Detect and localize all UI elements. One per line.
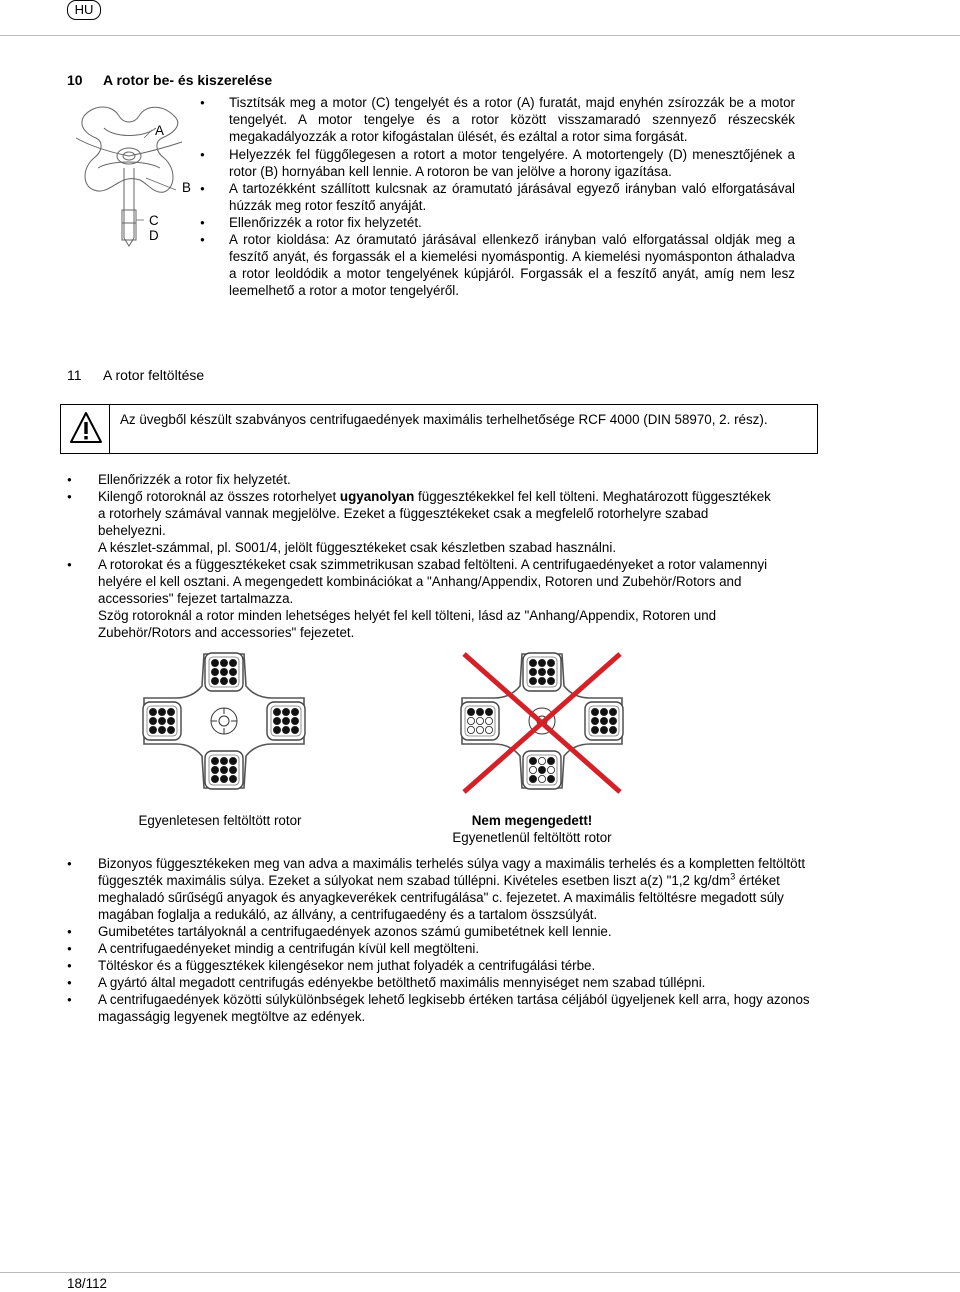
filled-tube-slot: [220, 659, 227, 666]
caption-not-allowed: Nem megengedett!: [471, 813, 593, 828]
section-10-heading: [67, 72, 272, 88]
filled-tube-slot: [273, 717, 280, 724]
filled-tube-slot: [547, 775, 554, 782]
filled-tube-slot: [273, 726, 280, 733]
filled-tube-slot: [211, 766, 218, 773]
filled-tube-slot: [547, 668, 554, 675]
list-item: [98, 855, 810, 923]
list-item: ● A gyártó által megadott centrifugás edényekbe betölthető maximális mennyiséget nem szabad túllépni.: [98, 974, 810, 991]
list-item-continuation: Szög rotoroknál a rotor minden lehetséges helyét fel kell tölteni, lásd az "Anhang/Appendix, Rotoren und Zubehör/Rotors and accessories" fejezetet.: [98, 608, 717, 640]
filled-tube-slot: [591, 717, 598, 724]
warning-divider: [109, 405, 110, 453]
filled-tube-slot: [591, 726, 598, 733]
filled-tube-slot: [282, 717, 289, 724]
figure-label-c: C: [149, 213, 159, 228]
unevenly-loaded-rotor-diagram: [452, 646, 632, 796]
figure-label-a: A: [155, 123, 164, 138]
warning-triangle-icon: [69, 411, 103, 445]
section-10-title: A rotor be- és kiszerelése: [103, 72, 273, 88]
filled-tube-slot: [291, 708, 298, 715]
list-item: [98, 488, 778, 556]
filled-tube-slot: [538, 659, 545, 666]
filled-tube-slot: [220, 757, 227, 764]
empty-tube-slot: [529, 766, 536, 773]
empty-tube-slot: [547, 766, 554, 773]
filled-tube-slot: [485, 708, 492, 715]
list-item: ● A tartozékként szállított kulcsnak az óramutató járásával egyező irányban való elforgatásával húzzák meg rotor feszítő anyáját.: [229, 180, 795, 214]
list-item: ● Helyezzék fel függőlegesen a rotort a motor tengelyére. A motortengely (D) menesztőjének a rotor (B) hornyában kell lennie. A rotoron be van jelölve a horony igazítása.: [229, 146, 795, 180]
filled-tube-slot: [149, 717, 156, 724]
text-run: Bizonyos függesztékeken meg van adva a maximális terhelés súlya vagy a maximális terhelés és a kompletten feltöltött függeszték maximális súlya. Ezeket a súlyokat nem szabad túllépni. Kivételes esetben liszt a(z) "1,2 kg/dm: [98, 856, 806, 888]
filled-tube-slot: [229, 668, 236, 675]
warning-text: Az üvegből készült szabványos centrifugaedények maximális terhelhetősége RCF 4000 (DIN 58970, 2. rész).: [120, 412, 768, 427]
filled-tube-slot: [149, 726, 156, 733]
filled-tube-slot: [229, 677, 236, 684]
empty-tube-slot: [467, 726, 474, 733]
filled-tube-slot: [467, 708, 474, 715]
filled-tube-slot: [609, 708, 616, 715]
filled-tube-slot: [211, 668, 218, 675]
filled-tube-slot: [229, 775, 236, 782]
filled-tube-slot: [211, 677, 218, 684]
filled-tube-slot: [158, 726, 165, 733]
empty-tube-slot: [476, 717, 483, 724]
filled-tube-slot: [158, 717, 165, 724]
filled-tube-slot: [547, 677, 554, 684]
warning-box: [60, 404, 818, 454]
caption-unevenly-loaded: Egyenetlenül feltöltött rotor: [452, 830, 612, 845]
filled-tube-slot: [529, 677, 536, 684]
list-item: [98, 556, 778, 641]
filled-tube-slot: [220, 775, 227, 782]
section-11-bullet-list-2: [98, 855, 810, 1025]
text-run: értéket meghaladó sűrűségű anyagok és anyagkeverékek centrifugálása" c. fejezetet. A maximális feltöltésre megadott súly magában foglalja a redukáló, az állvány, a centrifugaedény és a tartalom összsúlyát.: [98, 873, 784, 922]
filled-tube-slot: [291, 717, 298, 724]
filled-tube-slot: [529, 668, 536, 675]
filled-tube-slot: [538, 766, 545, 773]
filled-tube-slot: [476, 708, 483, 715]
filled-tube-slot: [529, 775, 536, 782]
filled-tube-slot: [547, 757, 554, 764]
header-rule: [0, 35, 960, 36]
filled-tube-slot: [529, 659, 536, 666]
empty-tube-slot: [538, 757, 545, 764]
language-badge: HU: [67, 0, 101, 20]
page-number: 18/112: [67, 1276, 107, 1291]
filled-tube-slot: [149, 708, 156, 715]
filled-tube-slot: [291, 726, 298, 733]
filled-tube-slot: [609, 726, 616, 733]
empty-tube-slot: [538, 775, 545, 782]
list-item: ● Ellenőrizzék a rotor fix helyzetét.: [229, 214, 795, 231]
rotor-mounting-illustration: [64, 98, 194, 258]
filled-tube-slot: [600, 717, 607, 724]
section-11-number: 11: [67, 367, 82, 383]
filled-tube-slot: [609, 717, 616, 724]
section-10-bullet-list: [229, 94, 795, 299]
empty-tube-slot: [476, 726, 483, 733]
section-11-heading: [67, 367, 204, 383]
figure-label-d: D: [149, 228, 159, 243]
filled-tube-slot: [211, 757, 218, 764]
superscript: 3: [730, 871, 736, 882]
section-10-number: 10: [67, 72, 83, 88]
filled-tube-slot: [273, 708, 280, 715]
filled-tube-slot: [229, 766, 236, 773]
filled-tube-slot: [538, 668, 545, 675]
text-run: Kilengő rotoroknál az összes rotorhelyet: [98, 489, 340, 504]
list-item: ● A centrifugaedényeket mindig a centrifugán kívül kell megtölteni.: [98, 940, 810, 957]
filled-tube-slot: [229, 757, 236, 764]
evenly-loaded-rotor-diagram: [134, 646, 314, 796]
list-item: ● Ellenőrizzék a rotor fix helyzetét.: [98, 471, 778, 488]
section-11-bullet-list: [98, 471, 778, 641]
list-item: ● Töltéskor és a függesztékek kilengésekor nem juthat folyadék a centrifugálási térbe.: [98, 957, 810, 974]
filled-tube-slot: [600, 708, 607, 715]
filled-tube-slot: [600, 726, 607, 733]
list-item: ● Tisztítsák meg a motor (C) tengelyét és a rotor (A) furatát, majd enyhén zsírozzák be a motor tengelyét. A motor tengelye és a rotor között visszamaradó szennyező részecskék megakadályozzák a rotor kifogástalan ülését, és ezáltal a rotor sima forgását.: [229, 94, 795, 145]
filled-tube-slot: [220, 766, 227, 773]
filled-tube-slot: [282, 708, 289, 715]
filled-tube-slot: [229, 659, 236, 666]
filled-tube-slot: [547, 659, 554, 666]
filled-tube-slot: [591, 708, 598, 715]
filled-tube-slot: [529, 757, 536, 764]
filled-tube-slot: [167, 708, 174, 715]
empty-tube-slot: [485, 726, 492, 733]
list-item: ● A centrifugaedények közötti súlykülönbségek lehető legkisebb értéken tartása céljából ügyeljenek kell arra, hogy azonos magasságig legyenek megtöltve az edények.: [98, 991, 810, 1025]
filled-tube-slot: [282, 726, 289, 733]
filled-tube-slot: [211, 659, 218, 666]
footer-rule: [0, 1272, 960, 1273]
empty-tube-slot: [467, 717, 474, 724]
filled-tube-slot: [538, 677, 545, 684]
list-item: ● Gumibetétes tartályoknál a centrifugaedények azonos számú gumibetétnek kell lennie.: [98, 923, 810, 940]
filled-tube-slot: [220, 677, 227, 684]
list-item-continuation: A készlet-számmal, pl. S001/4, jelölt függesztékeket csak készletben szabad használni.: [98, 540, 617, 555]
filled-tube-slot: [158, 708, 165, 715]
emphasis-text: ugyanolyan: [339, 489, 415, 504]
filled-tube-slot: [220, 668, 227, 675]
filled-tube-slot: [167, 717, 174, 724]
section-11-title: A rotor feltöltése: [103, 367, 205, 383]
list-item: ● A rotor kioldása: Az óramutató járásával ellenkező irányban való elforgatással oldják meg a feszítő anyát, és forgassák el a kiemelési nyomáspontig. A kiemelési nyomásponton áthaladva a rotor leoldódik a motor tengelyének kúpjáról. Forgassák el a feszítő anyát, amíg nem lesz leemelhető a rotor a motor tengelyéről.: [229, 231, 795, 299]
caption-evenly-loaded: Egyenletesen feltöltött rotor: [138, 813, 302, 828]
text-run: függesztékekkel fel kell tölteni. Meghatározott függesztékek a rotorhely számával vannak megjelölve. Ezeket a függesztékeket csak a megfelelő rotorhelyre szabad behelyezni.: [98, 489, 771, 538]
filled-tube-slot: [211, 775, 218, 782]
text-run: A rotorokat és a függesztékeket csak szimmetrikusan szabad feltölteni. A centrifugaedényeket a rotor valamennyi helyére el kell osztani. A megengedett kombinációkat a "Anhang/Appendix, Rotoren und Zubehör/Rotors and accessories" fejezet tartalmazza.: [98, 557, 768, 606]
empty-tube-slot: [485, 717, 492, 724]
figure-label-b: B: [182, 180, 191, 195]
filled-tube-slot: [167, 726, 174, 733]
